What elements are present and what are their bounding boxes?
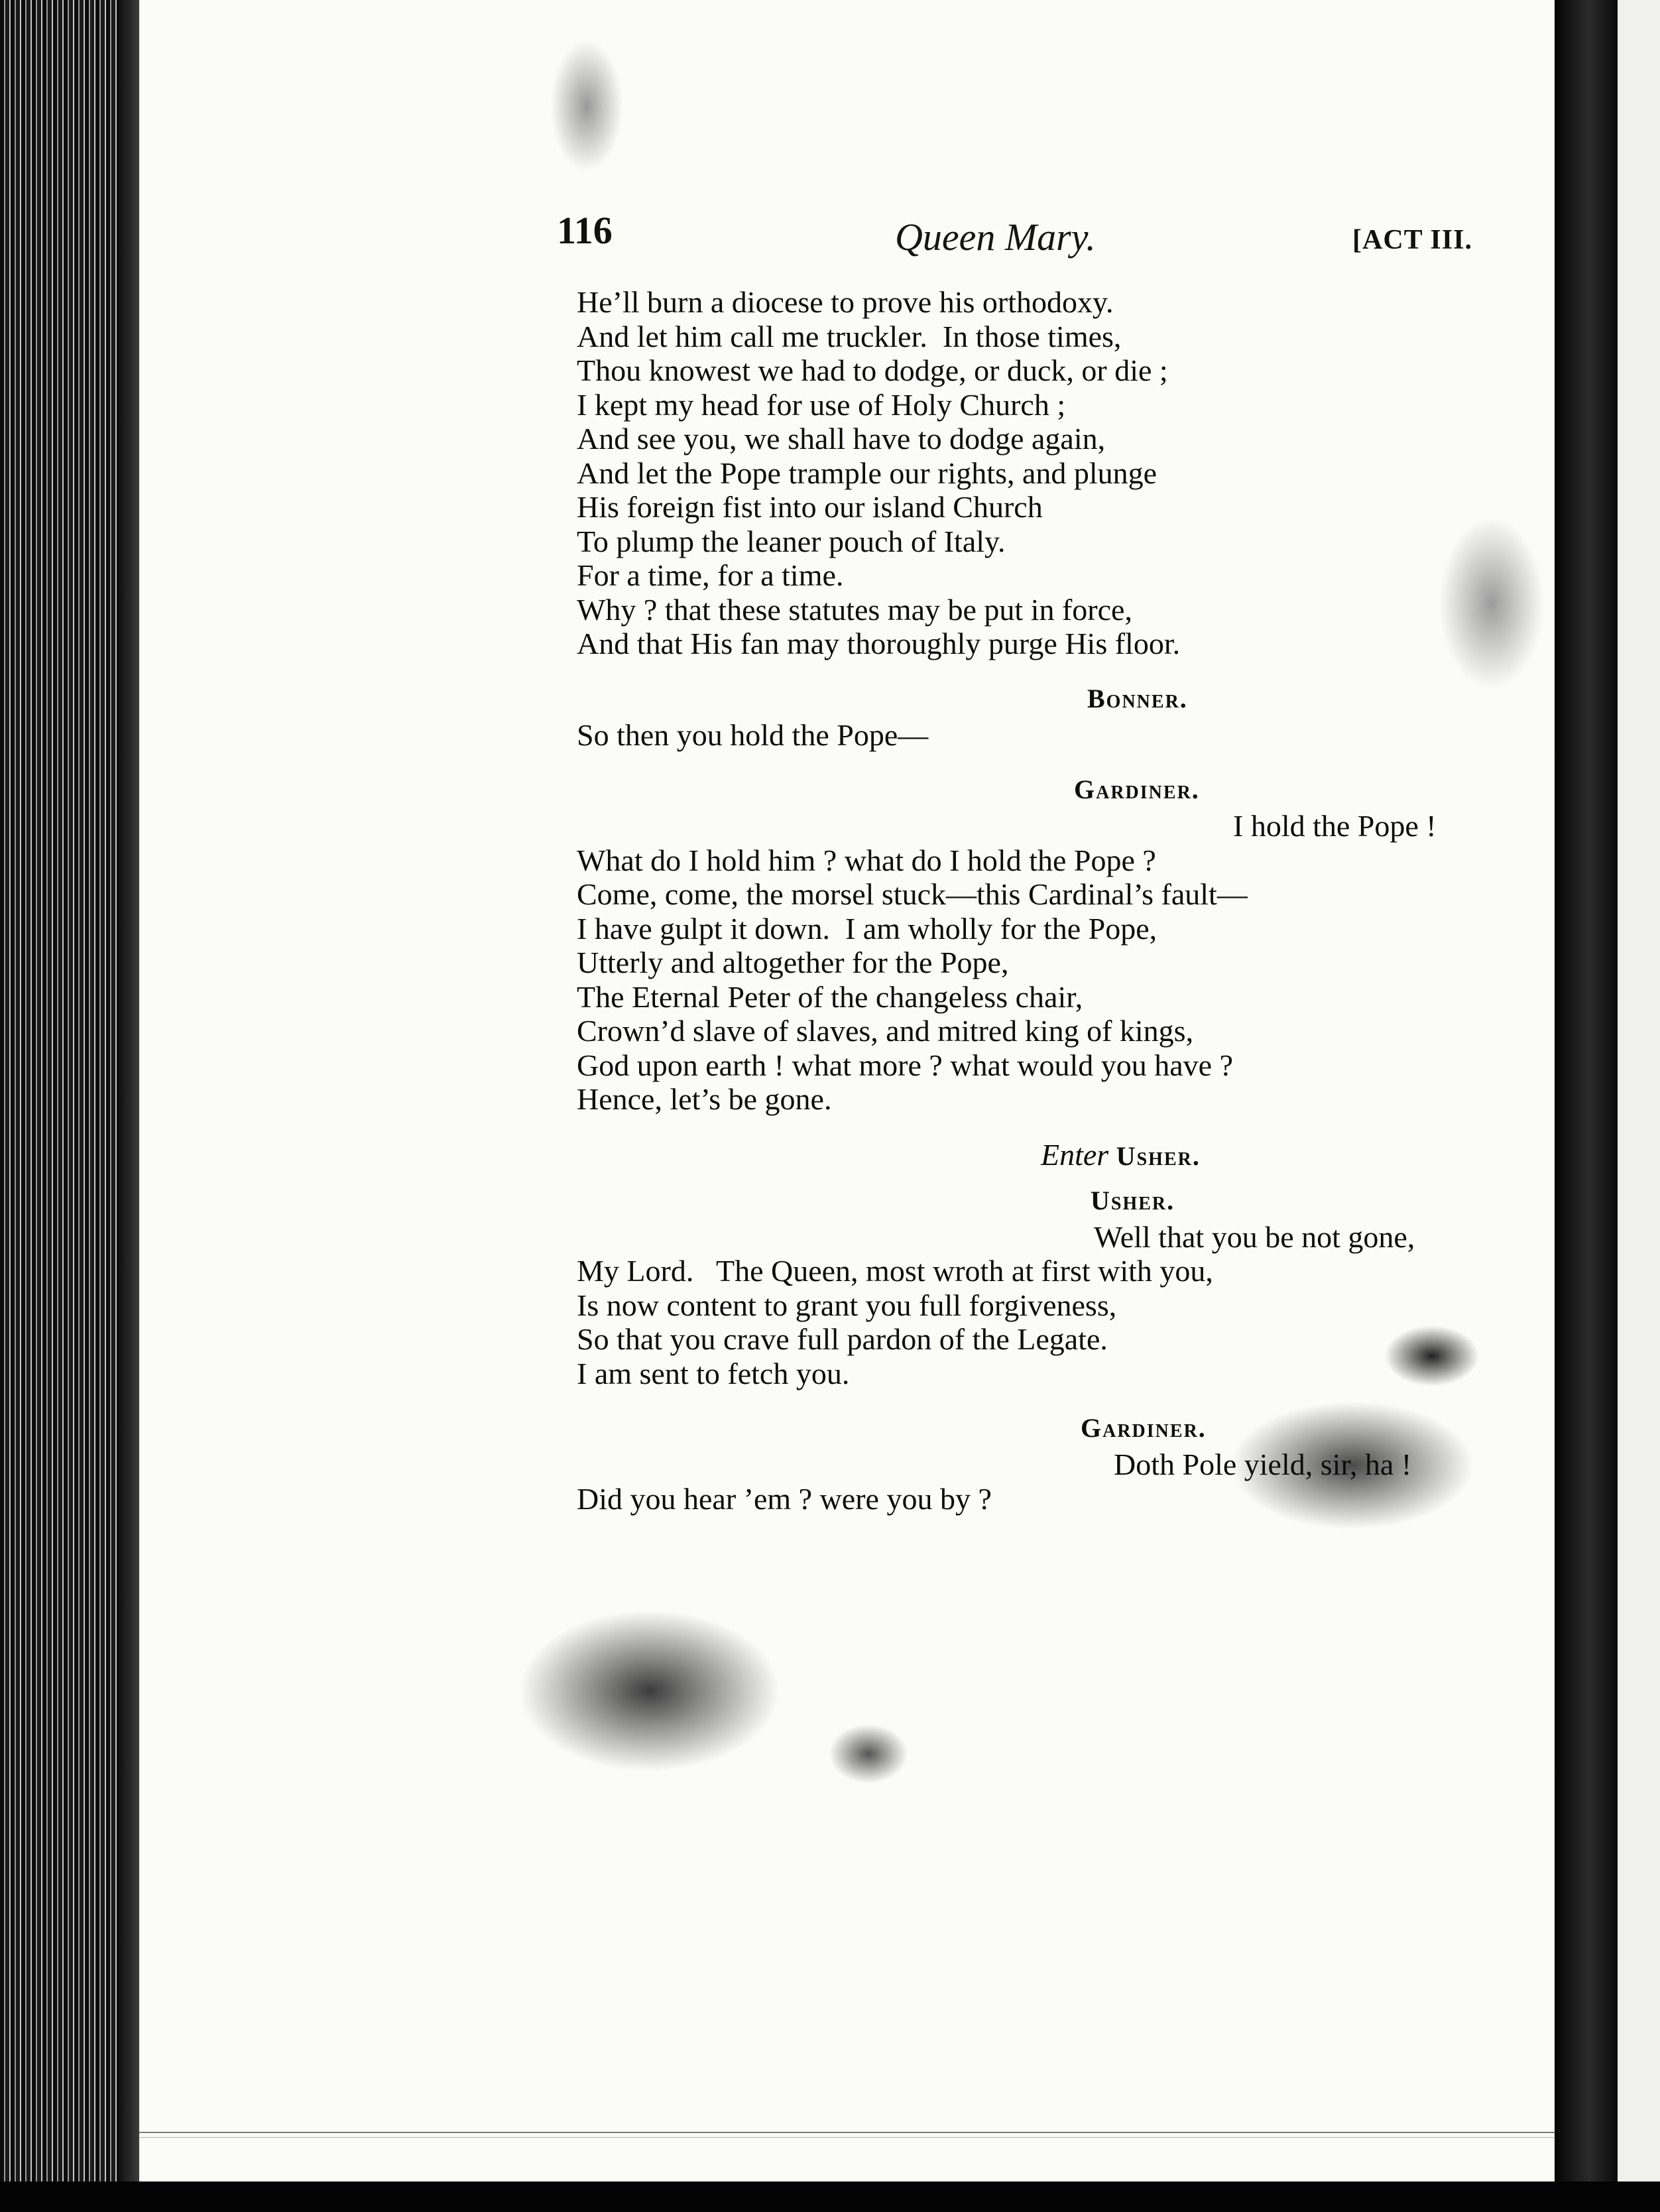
page-rule: [139, 2132, 1555, 2133]
scan-border: [0, 2181, 1660, 2212]
verse-line: He’ll burn a diocese to prove his orthodoxy.: [577, 285, 1114, 319]
verse-line: To plump the leaner pouch of Italy.: [577, 524, 1006, 558]
verse-line: Doth Pole yield, sir, ha !: [1114, 1447, 1412, 1481]
verse-line: And let him call me truckler. In those times,: [577, 319, 1122, 353]
verse-line: So then you hold the Pope—: [577, 717, 929, 752]
verse-line: What do I hold him ? what do I hold the Pope ?: [577, 843, 1156, 877]
verse-line: I am sent to fetch you.: [577, 1356, 850, 1390]
stage-direction-verb: Enter: [1041, 1137, 1109, 1172]
verse-line: I kept my head for use of Holy Church ;: [577, 387, 1066, 422]
speaker-name: Usher.: [1091, 1185, 1175, 1215]
verse-line: Is now content to grant you full forgiveness,: [577, 1288, 1117, 1322]
facing-page-edge: [1618, 0, 1660, 2181]
verse-line: Hence, let’s be gone.: [577, 1082, 832, 1116]
verse-line: Why ? that these statutes may be put in force,: [577, 592, 1132, 627]
verse-line: My Lord. The Queen, most wroth at first with you,: [577, 1254, 1213, 1288]
verse-line: Crown’d slave of slaves, and mitred king of kings,: [577, 1014, 1194, 1048]
verse-line: I hold the Pope !: [1233, 809, 1437, 843]
stage-direction-name: Usher.: [1116, 1140, 1201, 1171]
book-gutter: [1555, 0, 1618, 2181]
verse-line: I have gulpt it down. I am wholly for the Pope,: [577, 911, 1157, 946]
verse-line: And see you, we shall have to dodge again,: [577, 422, 1106, 456]
verse-line: Come, come, the morsel stuck—this Cardinal’s fault—: [577, 877, 1248, 911]
verse-line: Thou knowest we had to dodge, or duck, or die ;: [577, 353, 1168, 387]
verse-line: His foreign fist into our island Church: [577, 490, 1043, 524]
ink-stain: [510, 1605, 789, 1777]
act-label: [ACT III.: [1352, 225, 1472, 255]
verse-line: Utterly and altogether for the Pope,: [577, 946, 1009, 979]
speaker-name: Bonner.: [1087, 683, 1188, 713]
book-page: [139, 0, 1555, 2181]
page-header: [139, 199, 1555, 259]
stage-direction: [577, 1135, 1545, 1175]
page-edges: [0, 0, 139, 2181]
running-title: Queen Mary.: [895, 215, 1096, 259]
verse-line: So that you crave full pardon of the Legate.: [577, 1322, 1108, 1356]
speaker-name: Gardiner.: [1074, 774, 1200, 804]
page-rule: [139, 2137, 1555, 2138]
ink-stain: [829, 1724, 908, 1784]
verse-line: God upon earth ! what more ? what would you have ?: [577, 1048, 1233, 1082]
speaker-name: Gardiner.: [1081, 1413, 1207, 1443]
verse-line: Did you hear ’em ? were you by ?: [577, 1481, 992, 1516]
page-number: 116: [557, 209, 613, 252]
play-text: [577, 285, 1545, 1516]
verse-line: The Eternal Peter of the changeless chair,: [577, 979, 1083, 1014]
verse-line: For a time, for a time.: [577, 558, 844, 592]
verse-line: Well that you be not gone,: [1094, 1219, 1415, 1254]
ink-smudge: [550, 40, 623, 172]
verse-line: And let the Pope trample our rights, and plunge: [577, 456, 1157, 490]
verse-line: And that His fan may thoroughly purge His floor.: [577, 627, 1181, 660]
